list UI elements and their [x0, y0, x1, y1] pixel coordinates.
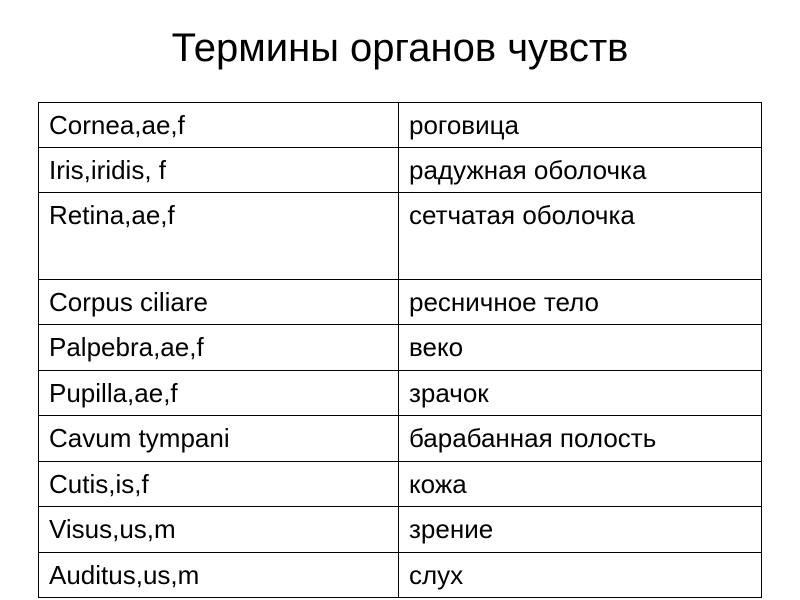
russian-term: роговица — [399, 103, 762, 148]
russian-term: слух — [399, 553, 762, 598]
latin-term: Iris,iridis, f — [39, 148, 399, 193]
latin-term: Cornea,ae,f — [39, 103, 399, 148]
latin-term: Palpebra,ae,f — [39, 325, 399, 371]
table-row — [39, 148, 762, 193]
russian-term: зрение — [399, 507, 762, 553]
russian-term: веко — [399, 325, 762, 371]
table-row — [39, 416, 762, 462]
russian-term: барабанная полость — [399, 416, 762, 462]
russian-term: радужная оболочка — [399, 148, 762, 193]
table-row — [39, 553, 762, 598]
latin-term: Pupilla,ae,f — [39, 371, 399, 416]
table-row — [39, 371, 762, 416]
latin-term: Cavum tympani — [39, 416, 399, 462]
latin-term: Auditus,us,m — [39, 553, 399, 598]
table-row — [39, 280, 762, 325]
latin-term: Visus,us,m — [39, 507, 399, 553]
terms-table — [38, 102, 762, 598]
russian-term: сетчатая оболочка — [399, 193, 762, 280]
page-title: Термины органов чувств — [171, 26, 629, 70]
table-row — [39, 462, 762, 507]
table-row — [39, 193, 762, 280]
latin-term: Retina,ae,f — [39, 193, 399, 280]
table-row — [39, 507, 762, 553]
russian-term: зрачок — [399, 371, 762, 416]
russian-term: ресничное тело — [399, 280, 762, 325]
table-row — [39, 325, 762, 371]
latin-term: Cutis,is,f — [39, 462, 399, 507]
russian-term: кожа — [399, 462, 762, 507]
table-row — [39, 103, 762, 148]
latin-term: Corpus ciliare — [39, 280, 399, 325]
